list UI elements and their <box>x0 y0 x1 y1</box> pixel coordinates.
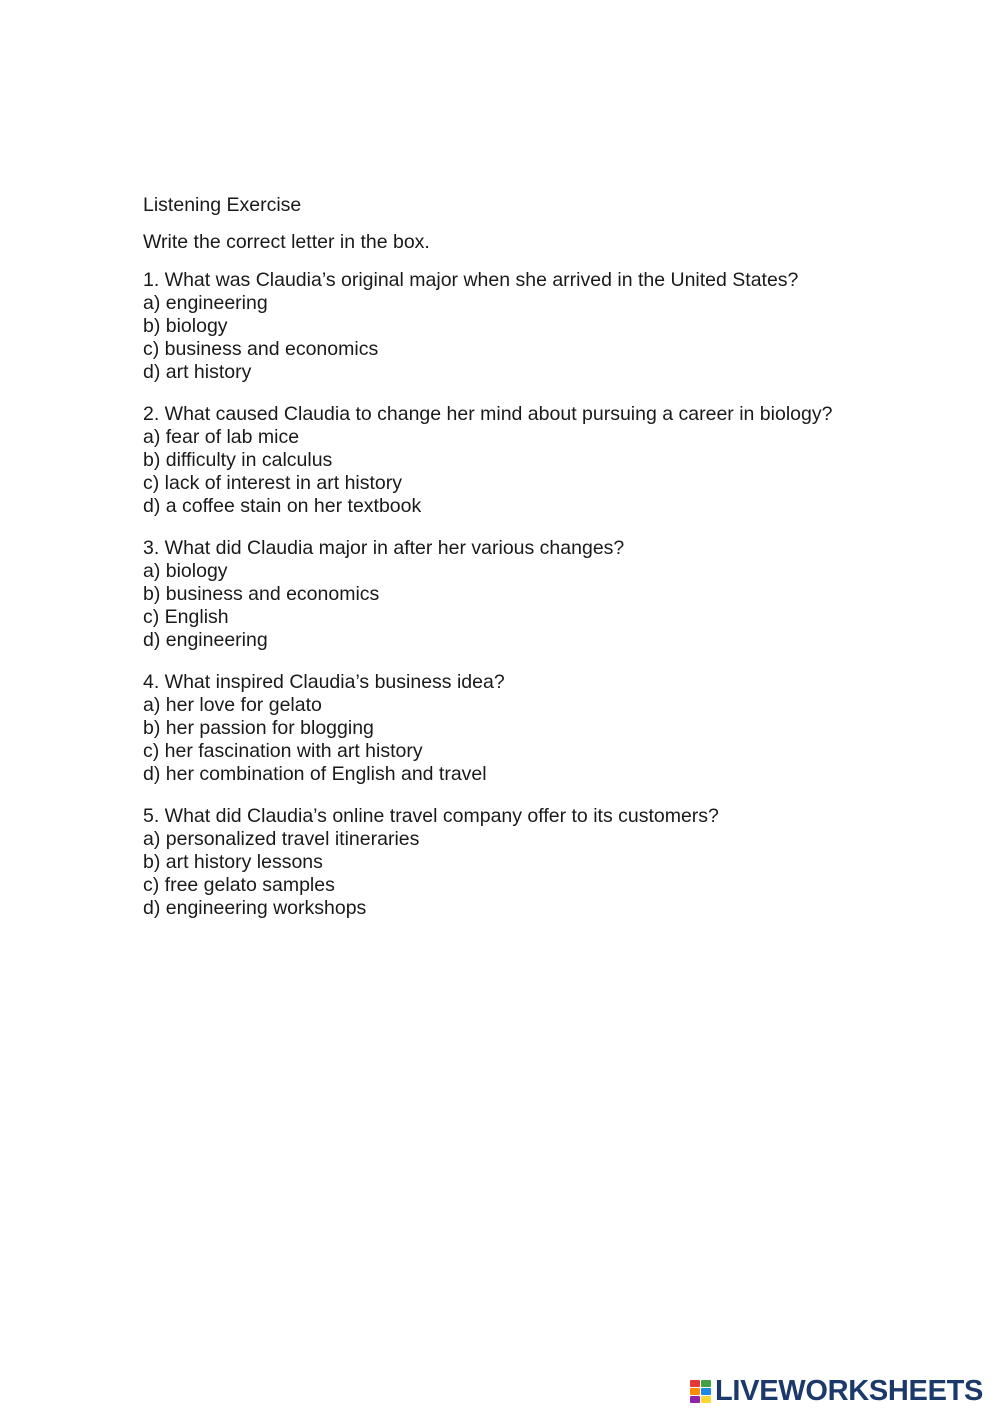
option-c: c) free gelato samples <box>143 874 335 896</box>
option-d: d) art history <box>143 361 252 383</box>
worksheet-title: Listening Exercise <box>143 194 302 216</box>
question-2 <box>143 403 943 518</box>
option-a: a) fear of lab mice <box>143 426 300 448</box>
option-b: b) difficulty in calculus <box>143 449 333 471</box>
option-c: c) business and economics <box>143 338 379 360</box>
option-a: a) biology <box>143 560 228 582</box>
logo-block <box>701 1380 711 1387</box>
option-c: c) lack of interest in art history <box>143 472 403 494</box>
question-text: 3. What did Claudia major in after her various changes? <box>143 537 625 559</box>
option-c: c) her fascination with art history <box>143 740 423 762</box>
option-a: a) personalized travel itineraries <box>143 828 420 850</box>
option-c: c) English <box>143 606 229 628</box>
option-d: d) a coffee stain on her textbook <box>143 495 422 517</box>
question-4 <box>143 671 943 786</box>
option-d: d) her combination of English and travel <box>143 763 487 785</box>
option-b: b) art history lessons <box>143 851 323 873</box>
logo-block <box>701 1388 711 1395</box>
worksheet <box>143 194 943 939</box>
logo-block <box>701 1396 711 1403</box>
option-d: d) engineering workshops <box>143 897 367 919</box>
logo-block <box>690 1388 700 1395</box>
liveworksheets-logo-icon <box>690 1380 712 1404</box>
worksheet-instruction: Write the correct letter in the box. <box>143 231 430 253</box>
logo-block <box>690 1380 700 1387</box>
logo-text: LIVEWORKSHEETS <box>715 1375 984 1407</box>
question-3 <box>143 537 943 652</box>
question-text: 2. What caused Claudia to change her mind about pursuing a career in biology? <box>143 403 833 425</box>
option-b: b) her passion for blogging <box>143 717 374 739</box>
liveworksheets-logo[interactable] <box>690 1374 983 1408</box>
question-1 <box>143 269 943 384</box>
option-b: b) biology <box>143 315 228 337</box>
question-text: 1. What was Claudia’s original major when she arrived in the United States? <box>143 269 799 291</box>
question-text: 4. What inspired Claudia’s business idea? <box>143 671 505 693</box>
option-a: a) her love for gelato <box>143 694 322 716</box>
logo-block <box>690 1396 700 1403</box>
option-d: d) engineering <box>143 629 268 651</box>
option-b: b) business and economics <box>143 583 380 605</box>
question-text: 5. What did Claudia’s online travel company offer to its customers? <box>143 805 719 827</box>
option-a: a) engineering <box>143 292 268 314</box>
question-5 <box>143 805 943 920</box>
